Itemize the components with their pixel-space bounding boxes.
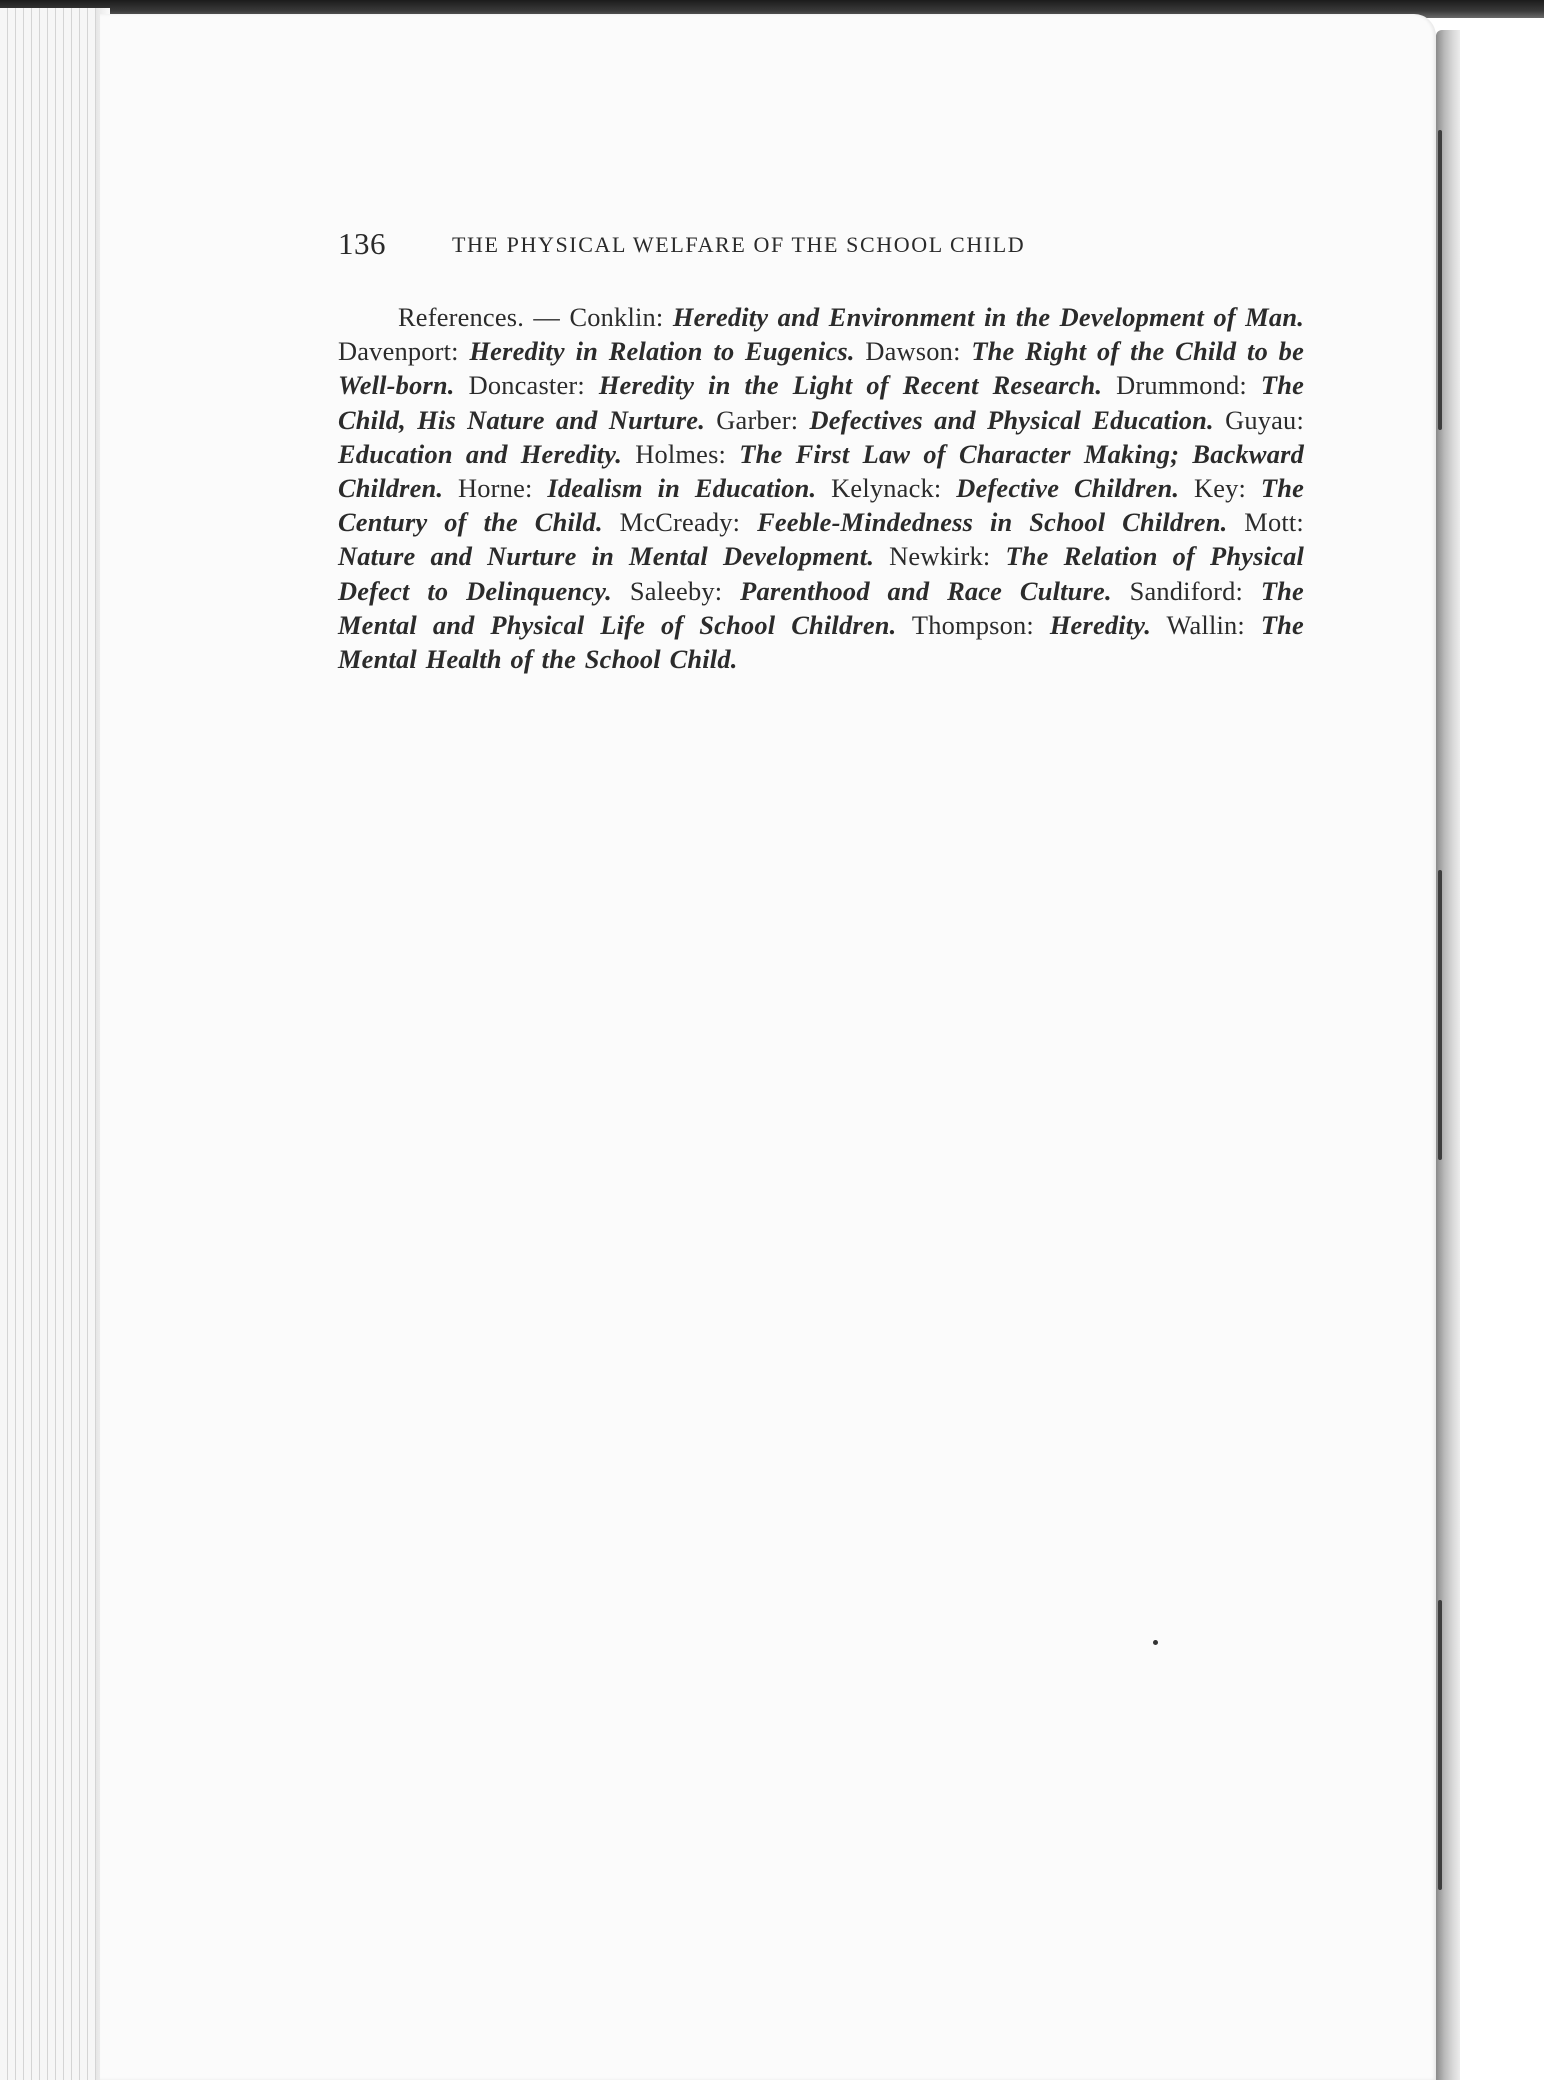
running-title: THE PHYSICAL WELFARE OF THE SCHOOL CHILD <box>452 232 1026 257</box>
reference-title: The Mental Health of the School Child. <box>338 609 1304 675</box>
reference-author: Guyau: <box>1225 404 1304 435</box>
reference-author: Key: <box>1193 473 1261 504</box>
reference-title: Heredity and Environment in the Development of Man. <box>672 302 1305 332</box>
reference-title: Feeble-Mindedness in School Children. <box>757 507 1228 538</box>
page-edge-line <box>1438 870 1442 1160</box>
scan-background <box>1460 30 1544 2080</box>
reference-title: Heredity in Relation to Eugenics. <box>469 336 855 367</box>
reference-author: Thompson: <box>911 609 1050 640</box>
reference-title: Heredity. <box>1049 609 1152 640</box>
reference-title: Education and Heredity. <box>338 438 623 469</box>
reference-author: Wallin: <box>1166 609 1261 640</box>
reference-author: Saleeby: <box>629 575 741 606</box>
references-label: References. — <box>398 302 570 332</box>
reference-author: Horne: <box>458 473 548 504</box>
reference-title: Heredity in the Light of Recent Research. <box>598 370 1103 401</box>
reference-author: Drummond: <box>1116 370 1261 401</box>
stacked-page-edges <box>0 8 110 2080</box>
reference-author: Holmes: <box>635 438 740 469</box>
reference-title: The Right of the Child to be Well-born. <box>338 336 1304 401</box>
reference-title: Nature and Nurture in Mental Development. <box>338 541 875 572</box>
reference-author: Garber: <box>716 404 810 435</box>
reference-title: The Mental and Physical Life of School Children. <box>338 575 1304 640</box>
reference-author: Doncaster: <box>468 370 599 401</box>
reference-title: Idealism in Education. <box>547 473 817 504</box>
reference-title: The Century of the Child. <box>338 473 1305 538</box>
reference-author: Mott: <box>1244 507 1304 538</box>
reference-title: Parenthood and Race Culture. <box>740 575 1112 606</box>
page-header <box>338 226 1310 266</box>
reference-title: The Relation of Physical Defect to Delinquency. <box>338 541 1304 606</box>
scan-speck <box>1153 1640 1158 1645</box>
page-edge-line <box>1438 130 1442 430</box>
page-edge-line <box>1438 1600 1442 1890</box>
reference-author: Kelynack: <box>831 473 957 504</box>
page-number: 136 <box>338 226 386 261</box>
reference-title: Defectives and Physical Education. <box>809 404 1214 435</box>
reference-author: McCready: <box>619 507 758 538</box>
references-paragraph <box>338 300 1304 676</box>
reference-author: Davenport: <box>338 336 470 367</box>
reference-author: Sandiford: <box>1129 575 1261 606</box>
reference-title: The Child, His Nature and Nurture. <box>338 370 1304 435</box>
reference-title: Defective Children. <box>956 473 1180 504</box>
reference-author: Conklin: <box>569 302 673 332</box>
reference-title: The First Law of Character Making; Backward Children. <box>338 438 1304 504</box>
reference-author: Newkirk: <box>889 541 1006 572</box>
reference-author: Dawson: <box>865 336 972 367</box>
